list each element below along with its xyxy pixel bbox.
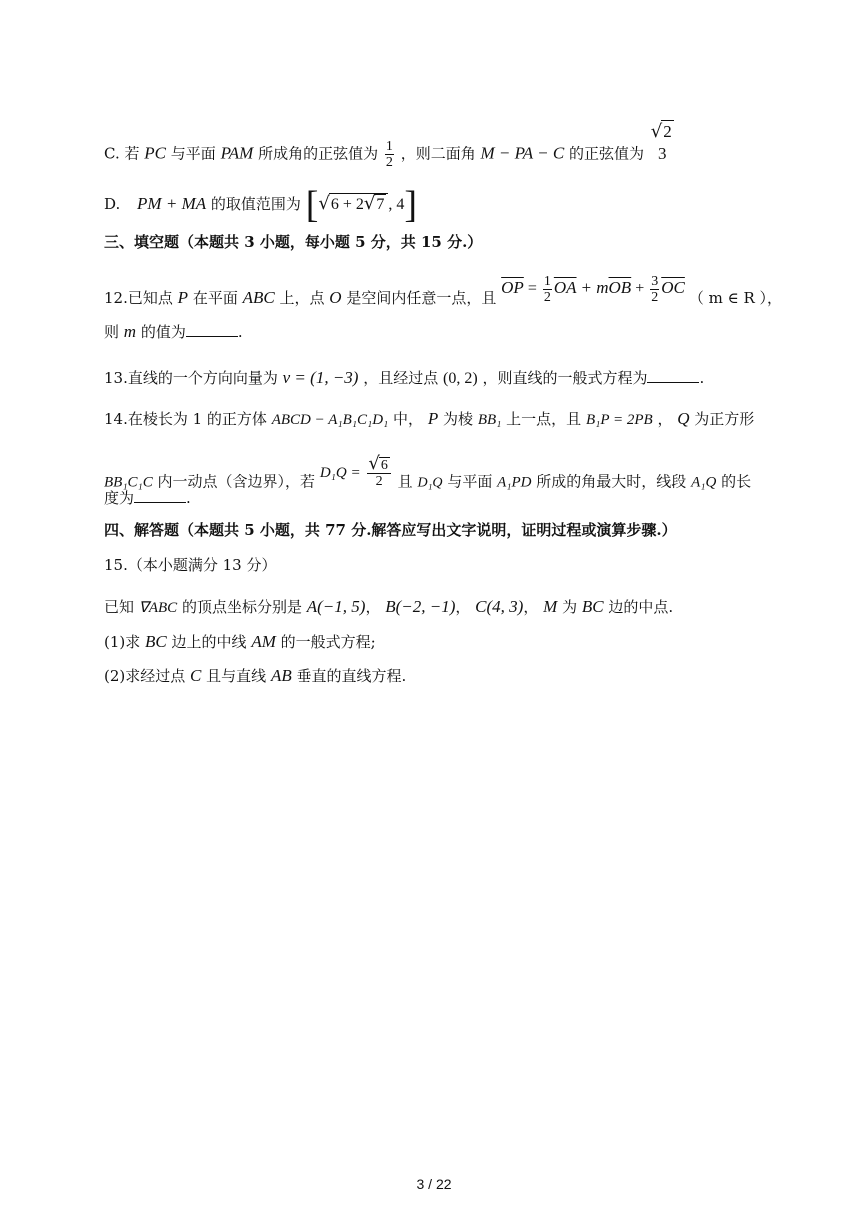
question-15-part2: (2)求经过点 C 且与直线 AB 垂直的直线方程. [104,666,407,685]
right-bracket: ] [404,184,417,226]
question-12: 12.已知点 P 在平面 ABC 上，点 O 是空间内任意一点，且 $\overline{OP}$ = $\frac{1}{2}$ $\overline{OA} + m\overline{OB}$ + $\frac{3}{2}$ $\overline{OC}$ （ m ∈ R ）， [104,274,783,308]
direction-vector: v = (1, −3) [282,368,359,387]
math-pc: PC [144,143,166,163]
answer-blank-14[interactable] [134,488,186,503]
question-14-line2: BB₁C₁C 内一动点（含边界），若 D₁Q = $\frac{√6}{2}$ 且 D₁Q 与平面 A₁PD 所成的角最大时，线段 A₁Q 的长 [104,453,752,491]
fraction-sqrt2-over-3: √2 3 [650,121,672,163]
option-c: C. 若 PC 与平面 PAM 所成角的正弦值为 $\frac{1}{2}$ ，则二面角 M − PA − C 的正弦值为 √2 3 [104,121,672,170]
question-14: 14.在棱长为 1 的正方体 ABCD − A₁B₁C₁D₁ 中， P 为棱 BB₁ 上一点，且 B₁P = 2PB ， Q 为正方形 [104,409,755,428]
section-heading-solutions: 四、解答题（本题共 5 小题，共 77 分.解答应写出文字说明，证明过程或演算步骤.） [104,521,677,539]
math-range: √6 + 2√7 , 4 [318,193,405,214]
question-15-body: 已知 ∇ABC 的顶点坐标分别是 A(−1, 5)， B(−2, −1)， C(4, 3)， M 为 BC 边的中点. [104,597,674,616]
math-pam: PAM [220,143,254,163]
section-heading-fill-blank: 三、填空题（本题共 3 小题，每小题 5 分，共 15 分.） [104,233,483,251]
fraction-one-half: $\frac{1}{2}$ [385,139,393,170]
math-pm-plus-ma: PM + MA [137,194,207,213]
left-bracket: [ [305,184,319,226]
point-coordinates: (0, 2) [443,370,478,387]
math-dihedral-angle: M − PA − C [480,143,565,163]
option-d: D. PM + MA 的取值范围为 [√6 + 2√7 , 4] [104,184,417,226]
question-15-part1: (1)求 BC 边上的中线 AM 的一般式方程; [104,632,376,651]
vector-equation: $\overline{OP}$ = $\frac{1}{2}$ $\overline{OA} + m\overline{OB}$ + $\frac{3}{2}$ $\overline{OC}$ [501,274,685,305]
answer-blank-13[interactable] [647,368,699,383]
question-12-line2: 则 m 的值为 . [104,322,243,341]
question-13: 13.直线的一个方向向量为 v = (1, −3) ，且经过点 (0, 2) ，则直线的一般式方程为 . [104,368,705,387]
answer-blank-12[interactable] [186,322,238,337]
question-15-title: 15.（本小题满分 13 分） [104,556,277,574]
page-number: 3 / 22 [416,1176,452,1192]
question-14-line3: 度为 . [104,489,191,507]
